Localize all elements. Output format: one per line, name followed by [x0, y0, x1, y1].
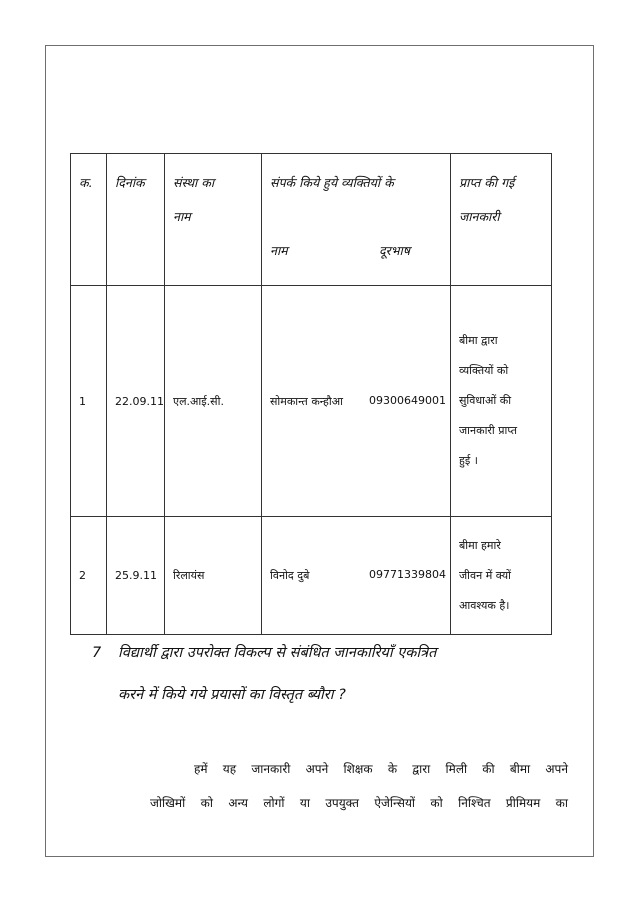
row2-contact-name: विनोद दुबे: [270, 569, 310, 582]
answer-paragraph: [150, 752, 568, 820]
table-header-row: [71, 154, 552, 286]
header-contact: संपर्क किये हुये व्यक्तियों के नाम दूरभाष: [262, 154, 451, 286]
row2-contact-phone: 09771339804: [369, 568, 446, 581]
row2-organization: रिलायंस: [165, 517, 262, 635]
row1-date: 22.09.11: [107, 286, 165, 517]
row2-info: बीमा हमारे जीवन में क्यों आवश्यक है।: [451, 517, 552, 635]
row1-serial: 1: [71, 286, 107, 517]
row2-contact: [262, 517, 451, 635]
question-number: 7: [92, 645, 102, 661]
question-7: [92, 632, 572, 716]
row2-serial: 2: [71, 517, 107, 635]
row2-date: 25.9.11: [107, 517, 165, 635]
contact-table: [70, 153, 552, 635]
header-serial: क.: [71, 154, 107, 286]
row1-contact: [262, 286, 451, 517]
row1-contact-name: सोमकान्त कन्हौआ: [270, 394, 343, 408]
row1-contact-phone: 09300649001: [369, 393, 446, 407]
answer-line1: हमें यह जानकारी अपने शिक्षक के द्वारा मिली की बीमा अपने: [194, 762, 568, 776]
table-row: [71, 517, 552, 635]
header-date: दिनांक: [107, 154, 165, 286]
header-contact-phone: दूरभाष: [378, 243, 410, 258]
row1-organization: एल.आई.सी.: [165, 286, 262, 517]
table-row: [71, 286, 552, 517]
header-contact-name: नाम: [270, 243, 288, 258]
answer-line2: जोखिमों को अन्य लोगों या उपयुक्त ऐजेन्सियों को निश्चित प्रीमियम का: [150, 796, 568, 810]
question-line2: करने में किये गये प्रयासों का विस्तृत ब्यौरा ?: [118, 687, 346, 703]
header-organization: संस्था का नाम: [165, 154, 262, 286]
row1-info: बीमा द्वारा व्यक्तियों को सुविधाओं की जानकारी प्राप्त हुई ।: [451, 286, 552, 517]
question-line1: विद्यार्थी द्वारा उपरोक्त विकल्प से संबंधित जानकारियाँ एकत्रित: [118, 645, 437, 661]
header-info: प्राप्त की गई जानकारी: [451, 154, 552, 286]
